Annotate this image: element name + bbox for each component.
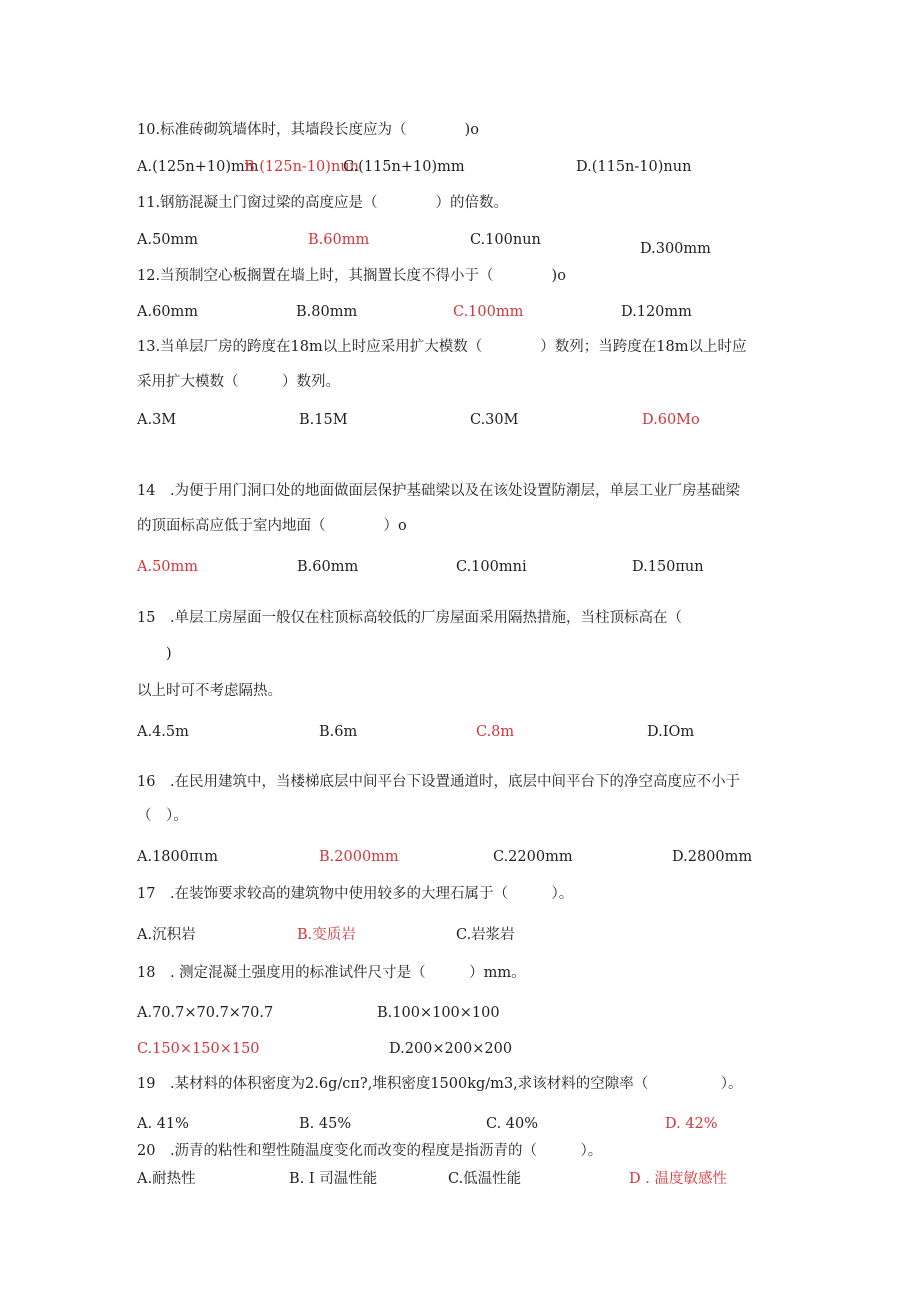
q15-stem-line1: 15 .单层工房屋面一般仅在柱顶标高较低的厂房屋面采用隔热措施，当柱顶标高在（ xyxy=(137,610,683,626)
q18-option-c-answer: C.150×150×150 xyxy=(137,1041,260,1057)
q16-stem-line2: （ ）。 xyxy=(137,808,188,824)
q15-option-d: D.IOm xyxy=(647,724,695,740)
q14-stem-line1: 14 .为便于用门洞口处的地面做面层保护基础梁以及在该处设置防潮层，单层工业厂房基础梁 xyxy=(137,483,741,499)
q14-stem-line2: 的顶面标高应低于室内地面（ ）o xyxy=(137,518,407,534)
q19-stem: 19 .某材料的体积密度为2.6g∕cπ?,堆积密度1500kg∕m3,求该材料的空隙率（ ）。 xyxy=(137,1076,743,1092)
q15-option-a: A.4.5m xyxy=(137,724,189,740)
q12-option-d: D.120mm xyxy=(621,304,692,320)
q14-option-d: D.150πun xyxy=(632,559,704,575)
q10-stem: 10.标准砖砌筑墙体时，其墙段长度应为（ )o xyxy=(137,122,479,138)
q13-option-a: A.3M xyxy=(137,412,177,428)
q18-option-a: A.70.7×70.7×70.7 xyxy=(137,1005,274,1021)
q16-option-b-answer: B.2000mm xyxy=(319,849,399,865)
q17-option-a: A.沉积岩 xyxy=(137,927,196,943)
q17-stem: 17 .在装饰要求较高的建筑物中使用较多的大理石属于（ ）。 xyxy=(137,886,574,902)
q12-option-b: B.80mm xyxy=(296,304,358,320)
q19-option-c: C. 40% xyxy=(486,1116,539,1132)
q20-option-c: C.低温性能 xyxy=(448,1171,522,1187)
q14-option-a-answer: A.50mm xyxy=(137,559,199,575)
q10-option-a: A.(125n+10)mm xyxy=(137,159,259,175)
q15-option-c-answer: C.8m xyxy=(476,724,515,740)
q19-option-a: A. 41% xyxy=(137,1116,189,1132)
q20-option-d-answer: D . 温度敏感性 xyxy=(629,1171,727,1187)
q11-option-d: D.300mm xyxy=(640,241,711,257)
q14-option-b: B.60mm xyxy=(297,559,359,575)
q15-stem-line3: 以上时可不考虑隔热。 xyxy=(137,683,282,699)
q16-option-d: D.2800mm xyxy=(672,849,753,865)
q12-stem: 12.当预制空心板搁置在墙上时，其搁置长度不得小于（ )o xyxy=(137,268,566,284)
q13-option-d-answer: D.60Mo xyxy=(642,412,700,428)
q14-option-c: C.100mni xyxy=(456,559,527,575)
q13-option-b: B.15M xyxy=(299,412,348,428)
q20-stem: 20 .沥青的粘性和塑性随温度变化而改变的程度是指沥青的（ ）。 xyxy=(137,1143,603,1159)
q20-option-a: A.耐热性 xyxy=(137,1171,196,1187)
q11-stem: 11.钢筋混凝土门窗过梁的高度应是（ ）的倍数。 xyxy=(137,195,509,211)
q18-option-d: D.200×200×200 xyxy=(389,1041,513,1057)
q19-option-b: B. 45% xyxy=(299,1116,352,1132)
q16-option-c: C.2200mm xyxy=(493,849,573,865)
q19-option-d-answer: D. 42% xyxy=(665,1116,718,1132)
q15-option-b: B.6m xyxy=(319,724,358,740)
q11-option-a: A.50mm xyxy=(137,232,199,248)
q10-option-c: C.(115n+10)mm xyxy=(343,159,465,175)
q13-option-c: C.30M xyxy=(470,412,519,428)
q17-option-b-answer: B.变质岩 xyxy=(297,927,356,943)
q18-stem: 18 . 测定混凝土强度用的标准试件尺寸是（ ）mm。 xyxy=(137,965,526,981)
q11-option-c: C.100nun xyxy=(470,232,541,248)
q10-option-b-answer: B.(125n-10)nun xyxy=(244,159,359,175)
q16-option-a: A.1800πιm xyxy=(137,849,218,865)
q16-stem-line1: 16 .在民用建筑中，当楼梯底层中间平台下设置通道时，底层中间平台下的净空高度应不小于 xyxy=(137,774,741,790)
q17-option-c: C.岩浆岩 xyxy=(456,927,515,943)
q13-stem-line1: 13.当单层厂房的跨度在18m以上时应采用扩大模数（ ）数列；当跨度在18m以上时应 xyxy=(137,339,747,355)
q13-stem-line2: 采用扩大模数（ ）数列。 xyxy=(137,374,340,390)
q11-option-b-answer: B.60mm xyxy=(308,232,370,248)
q20-option-b: B. I 司温性能 xyxy=(289,1171,378,1187)
q15-stem-line2: ) xyxy=(166,646,172,662)
q12-option-a: A.60mm xyxy=(137,304,199,320)
q18-option-b: B.100×100×100 xyxy=(377,1005,500,1021)
q10-option-d: D.(115n-10)nun xyxy=(576,159,692,175)
q12-option-c-answer: C.100mm xyxy=(453,304,524,320)
